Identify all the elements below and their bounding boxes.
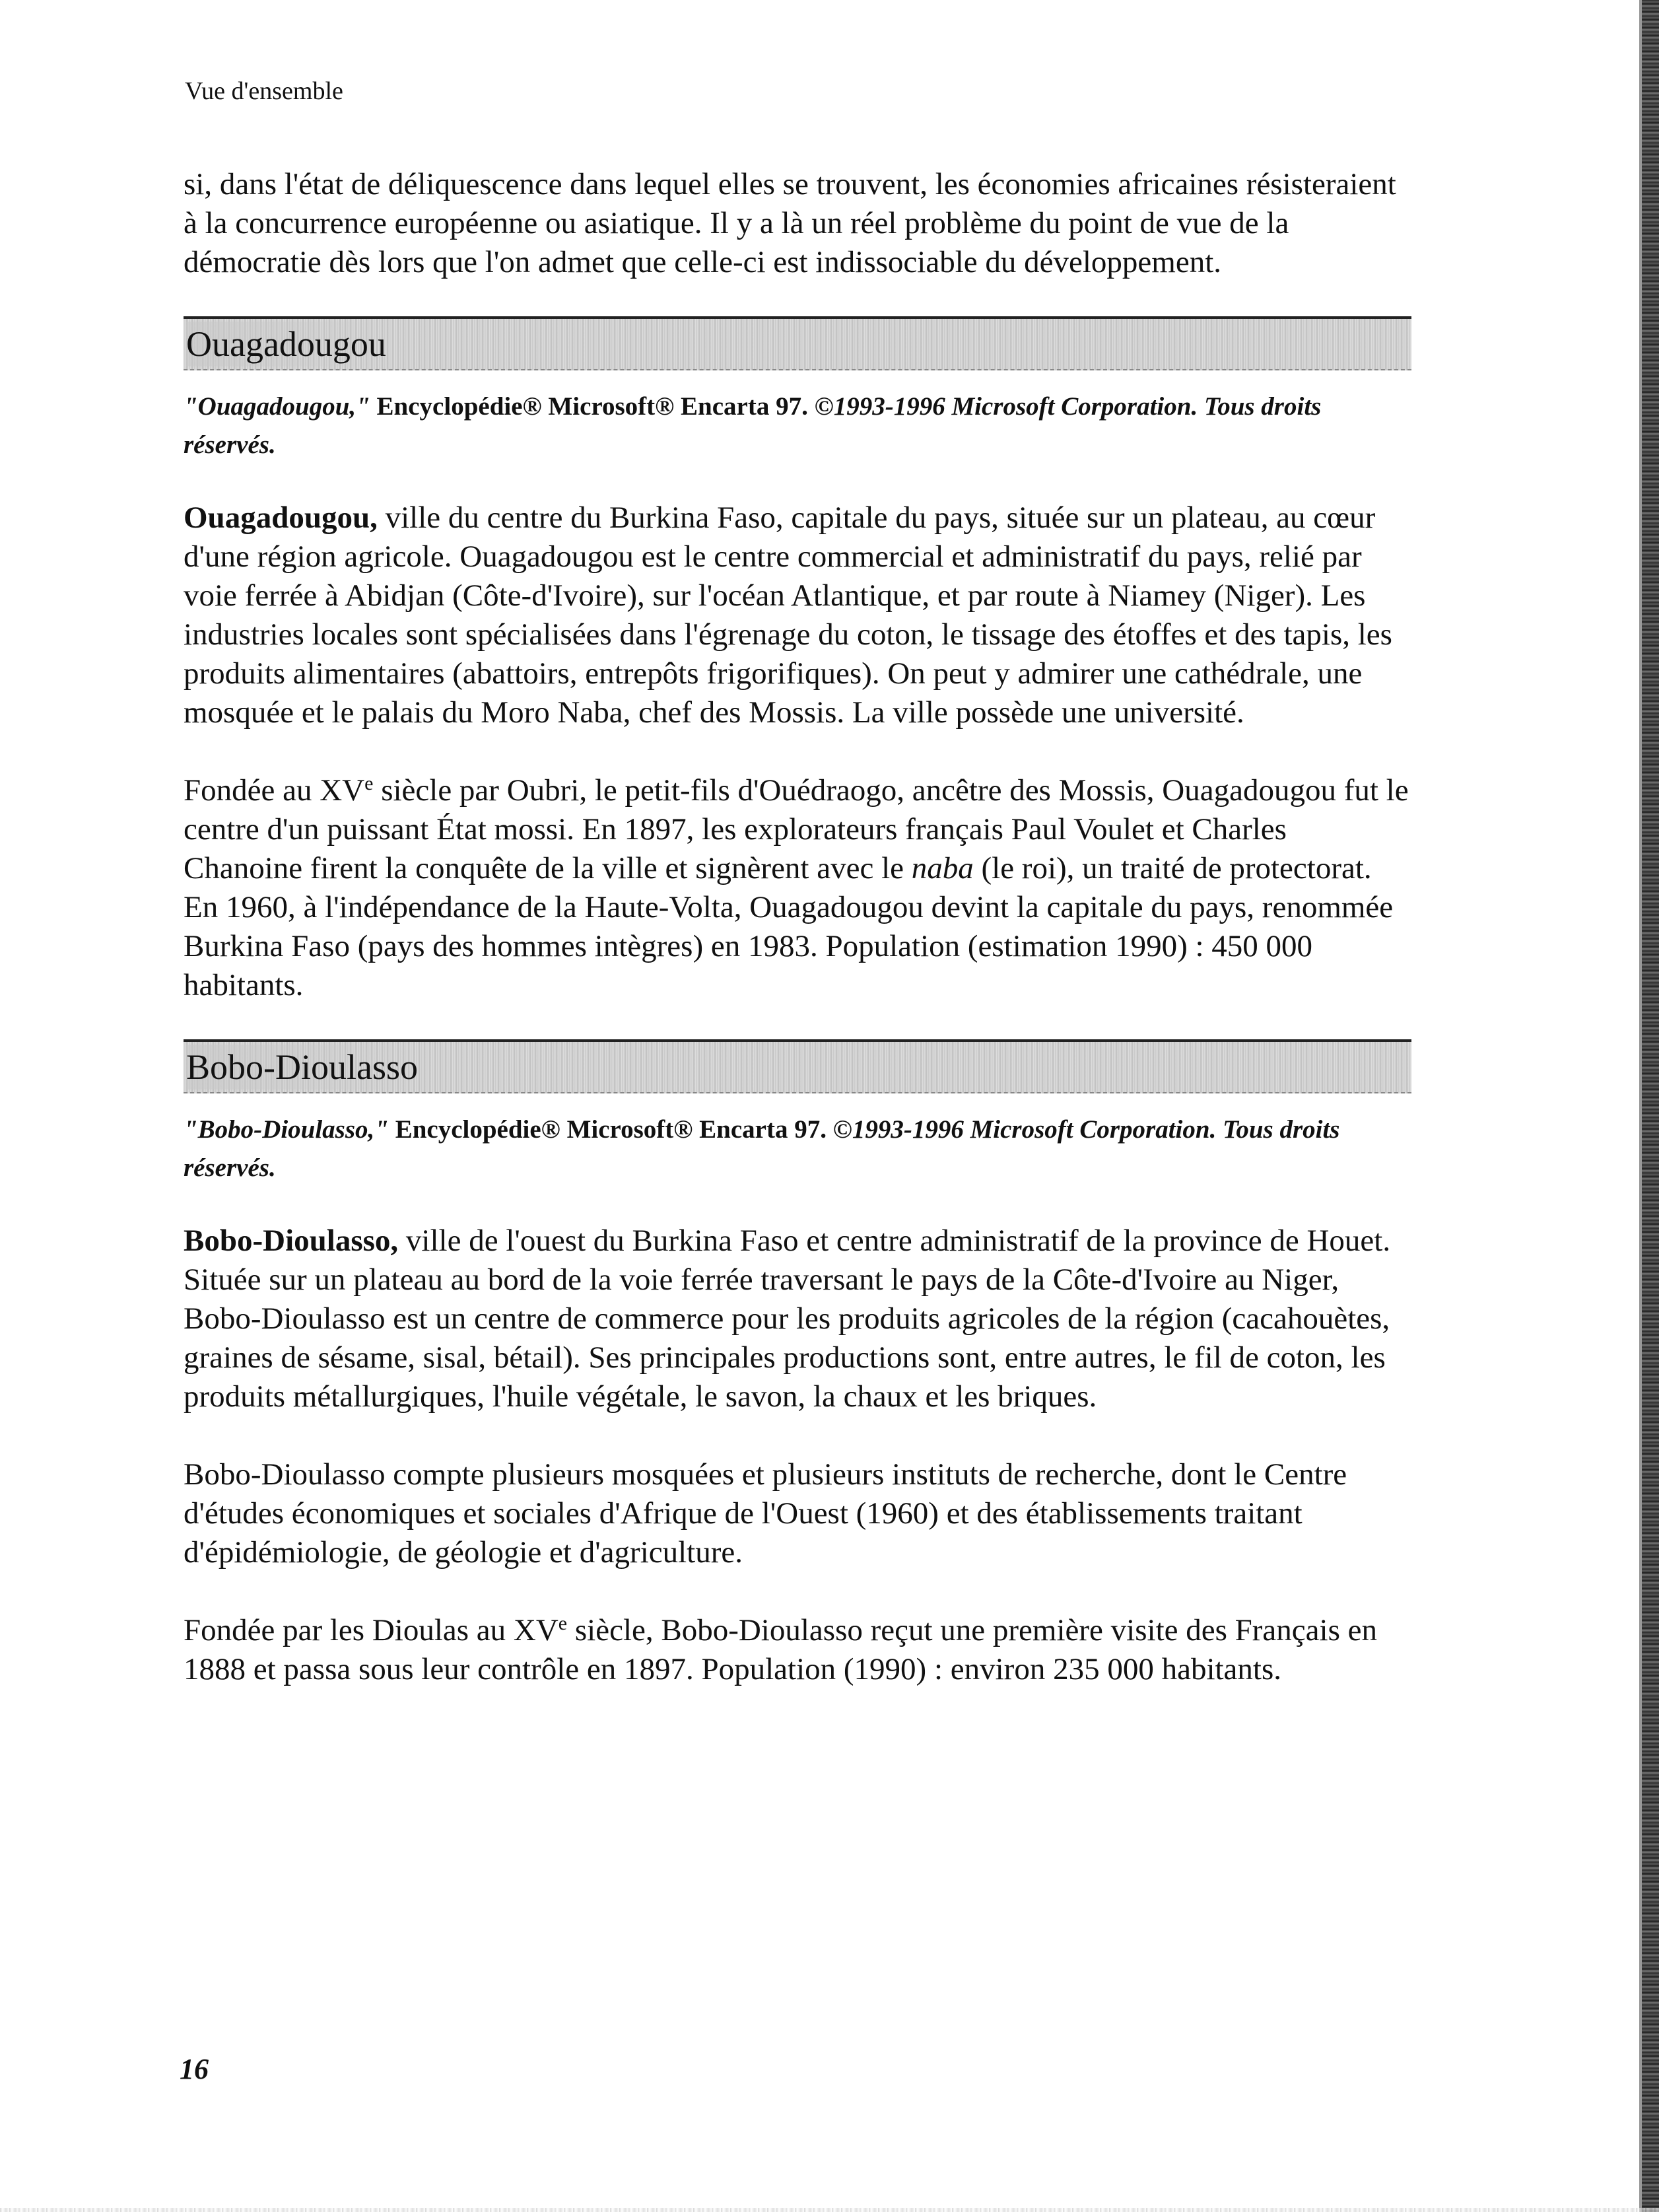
italic-term: naba — [911, 851, 974, 885]
article-paragraph — [184, 1222, 1411, 1416]
citation — [184, 388, 1411, 464]
section-header-ouagadougou — [184, 316, 1411, 370]
paragraph-text: ville de l'ouest du Burkina Faso et centre administratif de la province de Houet. Située sur un plateau au bord de la voie ferrée traversant le pays de la Côte-d'Ivoire au Niger, Bobo-Dioulasso est un centre de commerce pour les produits agricoles de la région (cacahouètes, graines de sésame, sisal, bétail). Ses principales productions sont, entre autres, le fil de coton, les produits métallurgiques, l'huile végétale, le savon, la chaux et les briques. — [184, 1224, 1391, 1414]
scan-noise — [0, 2208, 1659, 2212]
article-paragraph — [184, 1611, 1411, 1689]
article-body — [184, 1222, 1411, 1689]
citation-article: "Ouagadougou," — [184, 392, 370, 421]
paragraph-text: (le roi), un traité de protectorat. En 1960, à l'indépendance de la Haute-Volta, Ouagadougou devint la capitale du pays, renommée Burkina Faso (pays des hommes intègres) en 1983. Population (estimation 1990) : 450 000 habitants. — [184, 851, 1394, 1002]
paragraph-text: siècle, Bobo-Dioulasso reçut une première visite des Français en 1888 et passa sous leur contrôle en 1897. Population (1990) : environ 235 000 habitants. — [184, 1613, 1377, 1686]
section-divider — [184, 369, 1411, 370]
scan-edge — [1642, 0, 1659, 2212]
article-lead: Bobo-Dioulasso, — [184, 1224, 399, 1258]
paragraph-text: Fondée au XV — [184, 773, 365, 808]
superscript: e — [558, 1612, 568, 1634]
paragraph-text: Fondée par les Dioulas au XV — [184, 1613, 559, 1647]
paragraph-text: ville du centre du Burkina Faso, capitale du pays, située sur un plateau, au cœur d'une région agricole. Ouagadougou est le centre commercial et administratif du pays, relié par voie ferrée à Abidjan (Côte-d'Ivoire), sur l'océan Atlantique, et par route à Niamey (Niger). Les industries locales sont spécialisées dans l'égrenage du coton, le tissage des étoffes et des tapis, les produits alimentaires (abattoirs, entrepôts frigorifiques). On peut y admirer une cathédrale, une mosquée et le palais du Moro Naba, chef des Mossis. La ville possède une université. — [184, 501, 1392, 730]
article-lead: Ouagadougou, — [184, 501, 378, 535]
citation-source: Encyclopédie® Microsoft® Encarta 97. — [388, 1115, 833, 1144]
article-paragraph: Bobo-Dioulasso compte plusieurs mosquées et plusieurs instituts de recherche, dont le Centre d'études économiques et sociales d'Afrique de l'Ouest (1960) et des établissements traitant d'épidémiologie, de géologie et d'agriculture. — [184, 1457, 1347, 1570]
article-paragraph — [184, 499, 1411, 732]
citation-article: "Bobo-Dioulasso," — [184, 1115, 389, 1144]
page-number: 16 — [180, 2053, 209, 2085]
article-paragraph — [184, 771, 1411, 1005]
section-title: Bobo-Dioulasso — [186, 1045, 431, 1089]
section-title: Ouagadougou — [186, 322, 399, 366]
citation-copyright: ©1993-1996 Microsoft Corporation. Tous droits réservés. — [184, 392, 1322, 459]
article-body — [184, 499, 1411, 1005]
citation-copyright: ©1993-1996 Microsoft Corporation. Tous droits réservés. — [184, 1115, 1340, 1182]
citation-source: Encyclopédie® Microsoft® Encarta 97. — [370, 392, 815, 421]
running-head: Vue d'ensemble — [185, 77, 343, 105]
section-header-bobo-dioulasso — [184, 1039, 1411, 1093]
paragraph-text: siècle par Oubri, le petit-fils d'Ouédraogo, ancêtre des Mossis, Ouagadougou fut le centre d'un puissant État mossi. En 1897, les explorateurs français Paul Voulet et Charles Chanoine firent la conquête de la ville et signèrent avec le — [184, 773, 1409, 885]
superscript: e — [364, 773, 374, 794]
section-divider — [184, 1092, 1411, 1093]
intro-paragraph: si, dans l'état de déliquescence dans lequel elles se trouvent, les économies africaines résisteraient à la concurrence européenne ou asiatique. Il y a là un réel problème du point de vue de la démocratie dès lors que l'on admet que celle-ci est indissociable du développement. — [184, 167, 1396, 279]
page-content — [184, 165, 1411, 1689]
citation — [184, 1111, 1411, 1187]
